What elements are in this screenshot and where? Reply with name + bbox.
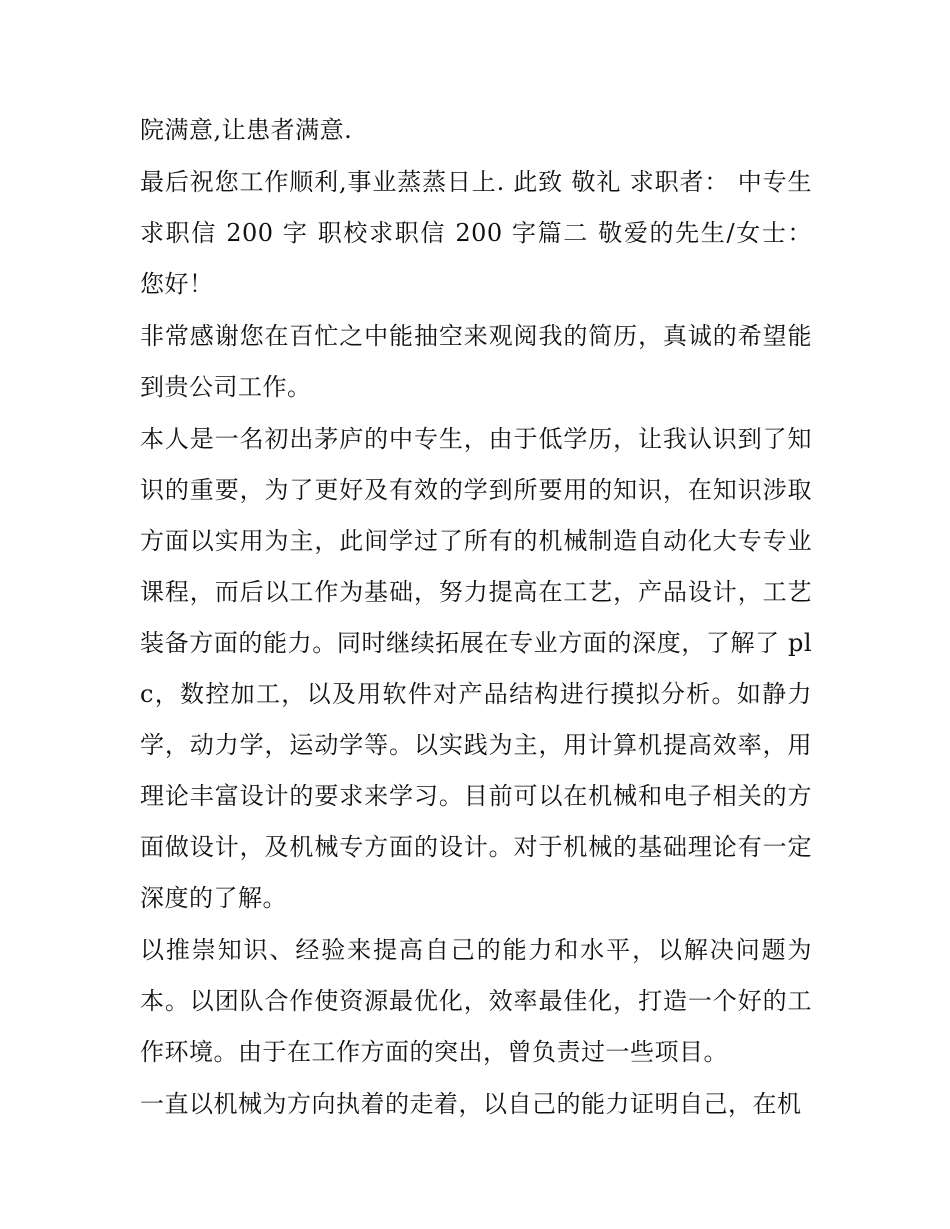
paragraph-mechanical-direction: 一直以机械为方向执着的走着，以自己的能力证明自己，在机 xyxy=(140,1090,802,1118)
paragraph-thanks: 非常感谢您在百忙之中能抽空来观阅我的简历，真诚的希望能到贵公司工作。 xyxy=(140,322,812,401)
paragraph-hospital-satisfaction: 院满意,让患者满意. xyxy=(140,116,353,144)
document-body xyxy=(140,105,812,1131)
paragraph-self-introduction: 本人是一名初出茅庐的中专生，由于低学历，让我认识到了知识的重要，为了更好及有效的学到所要用的知识，在知识涉取方面以实用为主，此间学过了所有的机械制造自动化大专专业课程，而后以工作为基础，努力提高在工艺，产品设计，工艺装备方面的能力。同时继续拓展在专业方面的深度，了解了 plc，数控加工，以及用软件对产品结构进行摸拟分析。如静力学，动力学，运动学等。以实践为主，用计算机提高效率，用理论丰富设计的要求来学习。目前可以在机械和电子相关的方面做设计，及机械专方面的设计。对于机械的基础理论有一定深度的了解。 xyxy=(140,425,812,912)
paragraph-teamwork: 以推崇知识、经验来提高自己的能力和水平，以解决问题为本。以团队合作使资源最优化，效率最佳化，打造一个好的工作环境。由于在工作方面的突出，曾负责过一些项目。 xyxy=(140,936,812,1066)
paragraph-closing-and-salutation: 最后祝您工作顺利,事业蒸蒸日上. 此致 敬礼 求职者： 中专生求职信 200 字 职校求职信 200 字篇二 敬爱的先生/女士： 您好！ xyxy=(140,168,812,298)
